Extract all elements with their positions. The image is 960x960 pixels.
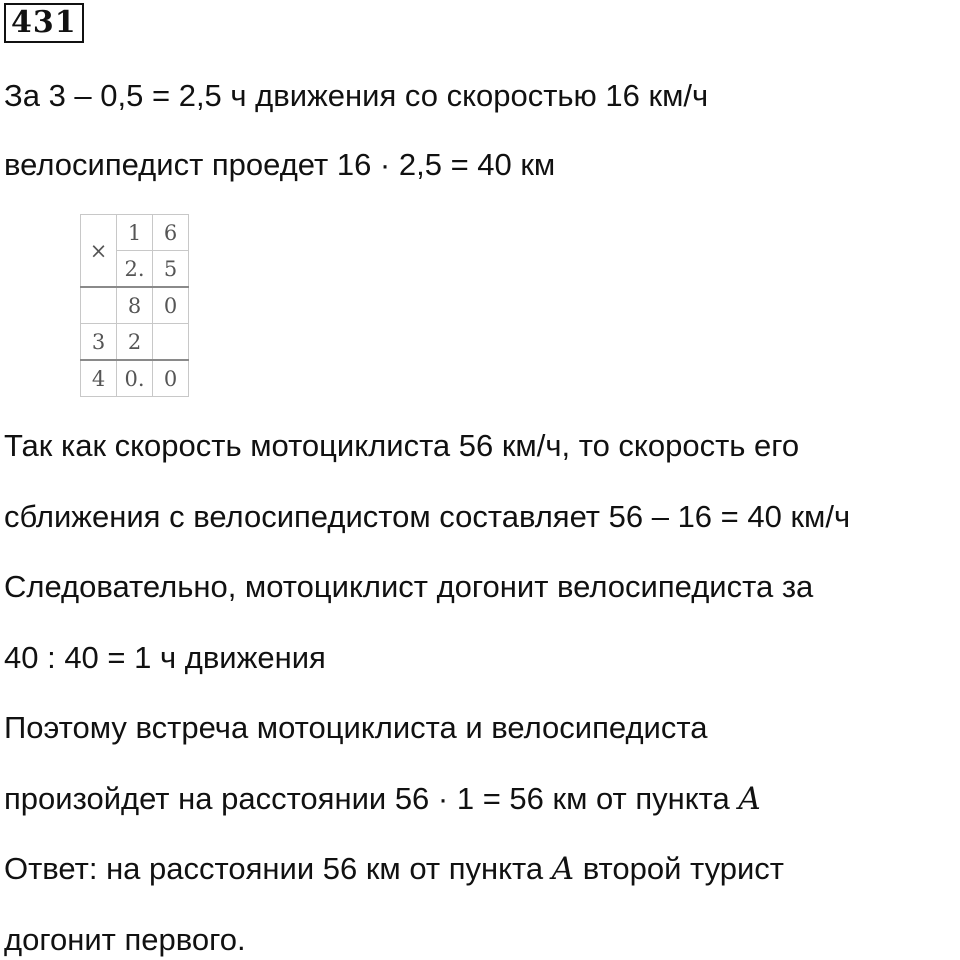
calc-cell: 1 [117, 215, 153, 251]
calc-cell [153, 324, 189, 361]
calc-row-partial-2 [81, 324, 189, 361]
calc-cell: 4 [81, 360, 117, 397]
solution-line-3: Так как скорость мотоциклиста 56 км/ч, то скорость его [4, 428, 800, 463]
solution-line-6: 40 : 40 = 1 ч движения [4, 640, 326, 675]
answer-text-after: второй турист [574, 851, 784, 886]
calc-row-factor-1 [81, 215, 189, 251]
answer-text-before: Ответ: на расстоянии 56 км от пункта [4, 851, 552, 886]
solution-line-1: За 3 – 0,5 = 2,5 ч движения со скоростью 16 км/ч [4, 78, 709, 113]
calc-row-partial-1 [81, 287, 189, 324]
multiplication-table [80, 214, 189, 397]
meeting-text: произойдет на расстоянии 56 · 1 = 56 км от пункта [4, 781, 739, 816]
answer-line-2: догонит первого. [4, 922, 246, 957]
calc-cell: 8 [117, 287, 153, 324]
multiply-sign: × [81, 215, 117, 288]
calc-cell: 3 [81, 324, 117, 361]
calc-cell: 0 [153, 360, 189, 397]
point-a-variable: A [551, 851, 575, 887]
calc-cell: 2. [117, 251, 153, 288]
solution-line-8 [4, 779, 761, 819]
calc-row-result [81, 360, 189, 397]
solution-line-2: велосипедист проедет 16 · 2,5 = 40 км [4, 147, 556, 182]
problem-number: 431 [4, 3, 84, 43]
point-a-variable: A [738, 781, 761, 817]
calc-cell: 5 [153, 251, 189, 288]
calc-cell [81, 287, 117, 324]
answer-line-1 [4, 849, 784, 889]
calc-cell: 2 [117, 324, 153, 361]
solution-line-4: сближения с велосипедистом составляет 56 – 16 = 40 км/ч [4, 499, 851, 534]
calc-cell: 6 [153, 215, 189, 251]
calc-cell: 0 [153, 287, 189, 324]
solution-line-5: Следовательно, мотоциклист догонит велосипедиста за [4, 569, 814, 604]
solution-line-7: Поэтому встреча мотоциклиста и велосипедиста [4, 710, 708, 745]
calc-cell: 0. [117, 360, 153, 397]
